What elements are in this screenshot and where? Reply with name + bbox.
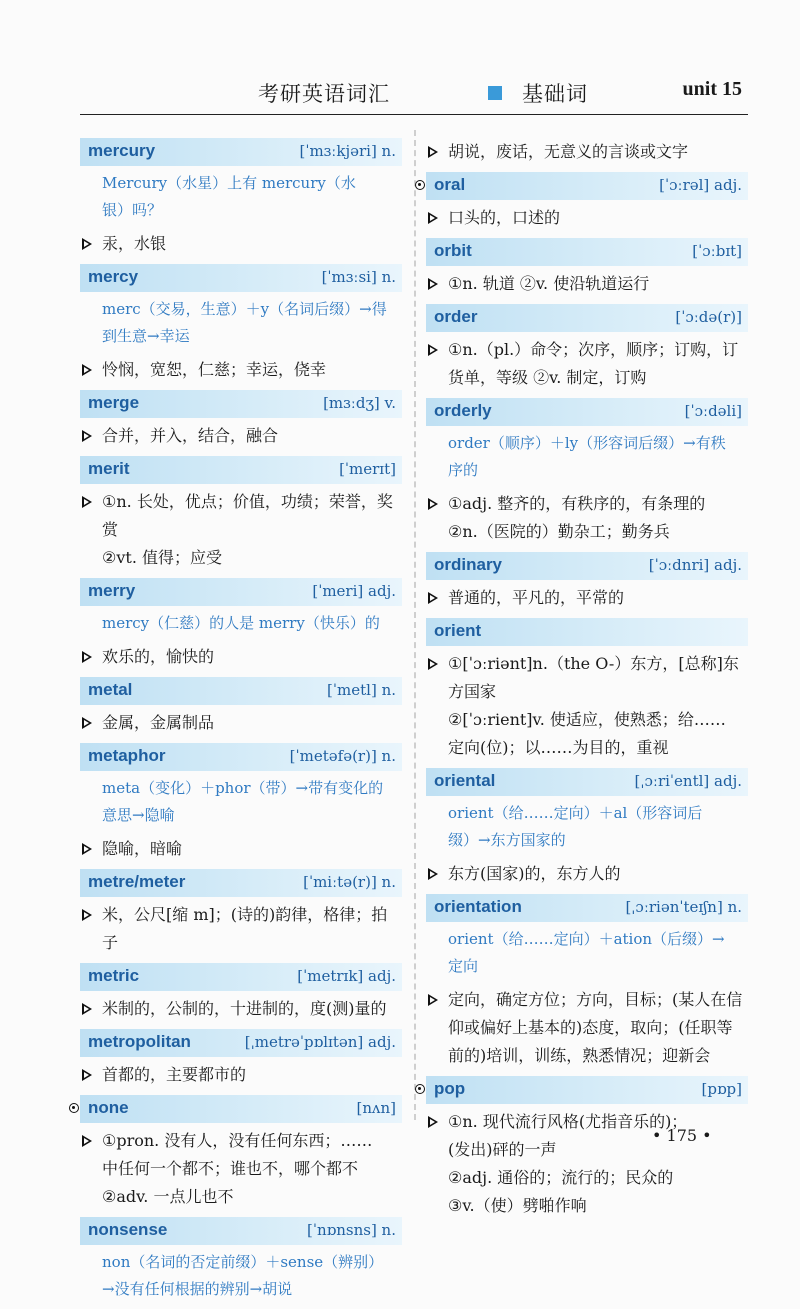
page-header: [80, 72, 748, 112]
definition-line: 米制的，公制的，十进制的，度(测)量的: [102, 999, 387, 1018]
etymology-line: 序的: [448, 461, 479, 479]
definition-line: (发出)砰的一声: [448, 1140, 557, 1159]
headword-bar: [80, 264, 402, 292]
etymology-line: non（名词的否定前缀）＋sense（辨别）: [102, 1253, 384, 1271]
dictionary-entry: [426, 1076, 748, 1220]
triangle-marker-icon: [82, 1135, 92, 1147]
right-column: [426, 138, 748, 1226]
headword-bar: [80, 1095, 402, 1123]
definition: [426, 986, 748, 1070]
pronunciation: [ˈmetəfə(r)] n.: [289, 747, 396, 765]
definition-line: 中任何一个都不；谁也不，哪个都不: [102, 1159, 359, 1178]
triangle-marker-icon: [428, 994, 438, 1006]
definition-line: ②adv. 一点儿也不: [102, 1187, 234, 1206]
etymology-line: 缀）→东方国家的: [448, 831, 566, 849]
triangle-marker-icon: [82, 843, 92, 855]
left-column: [80, 138, 402, 1309]
pronunciation: [ˈnɒnsns] n.: [306, 1221, 396, 1239]
headword-bar: [426, 894, 748, 922]
etymology-line: 定向: [448, 957, 479, 975]
definition: [426, 204, 748, 232]
definition: [426, 650, 748, 762]
definition: [80, 1061, 402, 1089]
definition-line: ③v.（使）劈啪作响: [448, 1196, 587, 1215]
triangle-marker-icon: [428, 344, 438, 356]
definition: [426, 490, 748, 546]
triangle-marker-icon: [428, 212, 438, 224]
definition-line: 首都的，主要都市的: [102, 1065, 247, 1084]
definition: [80, 1127, 402, 1211]
headword-bar: [426, 552, 748, 580]
pronunciation: [ˈmetl] n.: [327, 681, 396, 699]
pronunciation: [ˈɔːrəl] adj.: [659, 176, 742, 194]
key-word-bullet-icon: [69, 1103, 79, 1113]
definition-line: 怜悯，宽恕，仁慈；幸运，侥幸: [102, 360, 327, 379]
dictionary-entry: [80, 677, 402, 737]
definition-line: ①n. 现代流行风格(尤指音乐的)；: [448, 1112, 688, 1131]
definition-line: 前的)培训，训练，熟悉情况；迎新会: [448, 1046, 711, 1065]
definition: [426, 270, 748, 298]
dictionary-entry: [80, 1217, 402, 1303]
pronunciation: [ˈɔːdnri] adj.: [648, 556, 742, 574]
definition: [80, 356, 402, 384]
dictionary-entry: [80, 390, 402, 450]
pronunciation: [ˈɔːdə(r)]: [675, 308, 742, 326]
etymology-line: order（顺序）＋ly（形容词后缀）→有秩: [448, 434, 726, 452]
definition: [80, 422, 402, 450]
headword: orient: [434, 621, 482, 640]
triangle-marker-icon: [428, 498, 438, 510]
pronunciation: [pɒp]: [701, 1080, 742, 1098]
definition-line: 米，公尺[缩 m]；(诗的)韵律，格律；拍子: [102, 905, 388, 952]
headword-bar: [80, 456, 402, 484]
etymology-line: 意思→隐喻: [102, 806, 175, 824]
pronunciation: [ˈmerɪt]: [339, 460, 396, 478]
headword-bar: [426, 238, 748, 266]
headword: oriental: [434, 771, 496, 790]
definition-line: 合并，并入，结合，融合: [102, 426, 279, 445]
definition-line: 方国家: [448, 682, 497, 701]
dictionary-entry: [80, 1029, 402, 1089]
definition: [80, 643, 402, 671]
etymology-line: →没有任何根据的辨别→胡说: [102, 1280, 293, 1298]
etymology-line: 到生意→幸运: [102, 327, 190, 345]
triangle-marker-icon: [428, 1116, 438, 1128]
headword-bar: [426, 172, 748, 200]
etymology-line: orient（给……定向）＋al（形容词后: [448, 804, 703, 822]
headword-bar: [80, 578, 402, 606]
headword: order: [434, 307, 478, 326]
definition: [80, 488, 402, 572]
headword-bar: [426, 304, 748, 332]
headword: pop: [434, 1079, 466, 1098]
book-title: 考研英语词汇: [258, 82, 390, 106]
triangle-marker-icon: [82, 430, 92, 442]
definition-line: 定向，确定方位；方向，目标；(某人在信: [448, 990, 743, 1009]
dictionary-entry: [80, 456, 402, 572]
headword: mercury: [88, 141, 156, 160]
triangle-marker-icon: [82, 717, 92, 729]
definition-line: ①pron. 没有人，没有任何东西；……: [102, 1131, 373, 1150]
key-word-bullet-icon: [415, 180, 425, 190]
headword-bar: [426, 398, 748, 426]
definition-line: ①n. 长处，优点；价值，功绩；荣誉，奖赏: [102, 492, 393, 539]
headword: metaphor: [88, 746, 166, 765]
definition-line: ②vt. 值得；应受: [102, 548, 222, 567]
headword: metropolitan: [88, 1032, 191, 1051]
headword-bar: [80, 869, 402, 897]
pronunciation: [ˌɔːriənˈteɪʃn] n.: [625, 898, 742, 916]
definition-line: 定向(位)；以……为目的，重视: [448, 738, 669, 757]
triangle-marker-icon: [82, 1069, 92, 1081]
headword: metre/meter: [88, 872, 186, 891]
definition-line: 胡说，废话，无意义的言谈或文字: [448, 142, 689, 161]
etymology-line: mercy（仁慈）的人是 merry（快乐）的: [102, 614, 380, 632]
dictionary-entry: [80, 869, 402, 957]
definition-line: ①n.（pl.）命令；次序，顺序；订购，订: [448, 340, 739, 359]
dictionary-entry: [426, 172, 748, 232]
headword: mercy: [88, 267, 139, 286]
unit-label: unit 15: [682, 78, 742, 100]
headword: merit: [88, 459, 130, 478]
headword: merge: [88, 393, 140, 412]
dictionary-entry: [426, 138, 748, 166]
triangle-marker-icon: [82, 651, 92, 663]
headword: ordinary: [434, 555, 503, 574]
column-separator: [414, 130, 416, 1120]
dictionary-entry: [426, 304, 748, 392]
headword: merry: [88, 581, 136, 600]
dictionary-entry: [80, 743, 402, 863]
headword-bar: [426, 618, 748, 646]
key-word-bullet-icon: [415, 1084, 425, 1094]
triangle-marker-icon: [428, 592, 438, 604]
definition: [80, 835, 402, 863]
definition-line: ①[ˈɔːriənt]n.（the O-）东方，[总称]东: [448, 654, 739, 673]
headword-bar: [80, 138, 402, 166]
pronunciation: [ˈɔːdəli]: [684, 402, 742, 420]
headword-bar: [80, 963, 402, 991]
header-rule: [80, 114, 748, 115]
dictionary-entry: [80, 138, 402, 258]
etymology-line: Mercury（水星）上有 mercury（水: [102, 174, 356, 192]
headword: nonsense: [88, 1220, 168, 1239]
definition-line: 金属，金属制品: [102, 713, 215, 732]
definition-line: 货单，等级 ②v. 制定，订购: [448, 368, 647, 387]
pronunciation: [mɜːdʒ] v.: [323, 394, 396, 412]
pronunciation: [ˈmɜːkjəri] n.: [299, 142, 396, 160]
dictionary-entry: [426, 618, 748, 762]
etymology-line: 银）吗？: [102, 201, 163, 219]
triangle-marker-icon: [82, 1003, 92, 1015]
headword: orderly: [434, 401, 492, 420]
triangle-marker-icon: [428, 868, 438, 880]
pronunciation: [ˈmetrɪk] adj.: [297, 967, 396, 985]
definition: [80, 995, 402, 1023]
definition: [80, 709, 402, 737]
dictionary-entry: [80, 264, 402, 384]
pronunciation: [ˈmeri] adj.: [312, 582, 396, 600]
dictionary-entry: [80, 1095, 402, 1211]
dictionary-entry: [80, 963, 402, 1023]
pronunciation: [ˈmiːtə(r)] n.: [303, 873, 396, 891]
headword: none: [88, 1098, 129, 1117]
dictionary-entry: [426, 238, 748, 298]
headword: orientation: [434, 897, 522, 916]
definition-line: 汞，水银: [102, 234, 167, 253]
triangle-marker-icon: [82, 364, 92, 376]
dictionary-entry: [426, 552, 748, 612]
headword-bar: [80, 1217, 402, 1245]
headword: orbit: [434, 241, 472, 260]
headword: oral: [434, 175, 466, 194]
headword: metric: [88, 966, 140, 985]
pronunciation: [ˈɔːbɪt]: [692, 242, 742, 260]
triangle-marker-icon: [82, 909, 92, 921]
headword-bar: [80, 743, 402, 771]
definition-line: ①adj. 整齐的，有秩序的，有条理的: [448, 494, 706, 513]
definition-line: 东方(国家)的，东方人的: [448, 864, 621, 883]
definition-line: ②n.（医院的）勤杂工；勤务兵: [448, 522, 670, 541]
definition: [80, 230, 402, 258]
dictionary-entry: [426, 894, 748, 1070]
definition-line: 仰或偏好上基本的)态度，取向；(任职等: [448, 1018, 733, 1037]
dictionary-entry: [426, 768, 748, 888]
definition-line: ①n. 轨道 ②v. 使沿轨道运行: [448, 274, 650, 293]
definition: [426, 1108, 748, 1220]
definition-line: 欢乐的，愉快的: [102, 647, 215, 666]
triangle-marker-icon: [428, 146, 438, 158]
definition: [426, 336, 748, 392]
definition: [80, 901, 402, 957]
headword-bar: [80, 390, 402, 418]
triangle-marker-icon: [428, 278, 438, 290]
page-number: • 175 •: [652, 1126, 712, 1145]
definition-line: ②adj. 通俗的；流行的；民众的: [448, 1168, 674, 1187]
headword-bar: [80, 1029, 402, 1057]
pronunciation: [ˌmetrəˈpɒlɪtən] adj.: [244, 1033, 396, 1051]
section-title: 基础词: [522, 82, 588, 106]
definition-line: 隐喻，暗喻: [102, 839, 183, 858]
definition-line: ②[ˈɔːrient]v. 使适应，使熟悉；给……: [448, 710, 726, 729]
dictionary-entry: [426, 398, 748, 546]
headword-bar: [426, 768, 748, 796]
headword: metal: [88, 680, 133, 699]
definition-line: 口头的，口述的: [448, 208, 561, 227]
triangle-marker-icon: [82, 238, 92, 250]
definition-line: 普通的，平凡的，平常的: [448, 588, 625, 607]
triangle-marker-icon: [428, 658, 438, 670]
definition: [426, 584, 748, 612]
etymology-line: orient（给……定向）＋ation（后缀）→: [448, 930, 725, 948]
square-bullet-icon: [488, 86, 502, 100]
etymology-line: meta（变化）＋phor（带）→带有变化的: [102, 779, 384, 797]
dictionary-entry: [80, 578, 402, 671]
pronunciation: [ˈmɜːsi] n.: [321, 268, 396, 286]
pronunciation: [nʌn]: [356, 1099, 396, 1117]
definition: [426, 860, 748, 888]
etymology-line: merc（交易，生意）＋y（名词后缀）→得: [102, 300, 387, 318]
definition: [426, 138, 748, 166]
headword-bar: [80, 677, 402, 705]
headword-bar: [426, 1076, 748, 1104]
pronunciation: [ˌɔːriˈentl] adj.: [634, 772, 742, 790]
triangle-marker-icon: [82, 496, 92, 508]
